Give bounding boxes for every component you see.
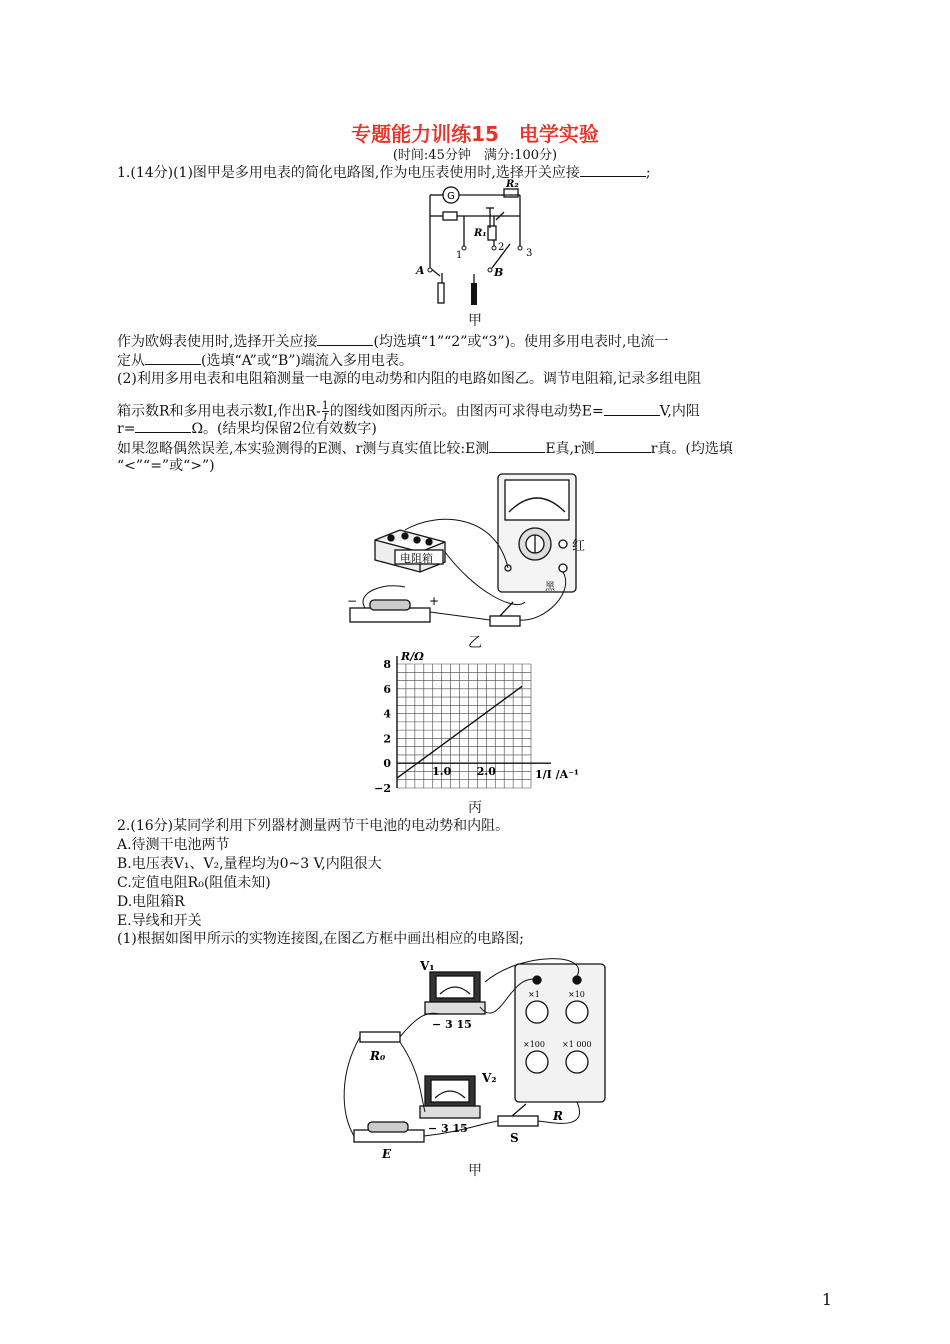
page-title: 专题能力训练15 电学实验 — [351, 122, 599, 146]
page-subtitle: (时间:45分钟 满分:100分) — [392, 148, 558, 163]
x1-label: ×1 — [528, 990, 540, 999]
resistance-box-label: 电阻箱 — [400, 552, 433, 565]
fraction-1-over-i: $\frac{1}{I}$ — [321, 399, 329, 424]
q1-line3: 定从 (选填“A”或“B”)端流入多用电表。 — [117, 350, 413, 370]
y-tick-label: 6 — [383, 682, 391, 696]
terminal-2-label: 2 — [498, 242, 505, 253]
battery-minus-label: − — [347, 594, 358, 608]
q2-item-a: A.待测干电池两节 — [117, 837, 230, 853]
blank-ohmmeter[interactable] — [317, 331, 373, 346]
r0-label: R₀ — [370, 1049, 386, 1063]
q1-line6: r= Ω。(结果均保留2位有效数字) — [117, 418, 377, 438]
chart-grid — [397, 664, 531, 788]
figure-yi-caption: 乙 — [468, 635, 482, 651]
y-tick-label: 4 — [383, 707, 391, 721]
q2-item-e: E.导线和开关 — [117, 913, 202, 929]
terminal-a-label: A — [416, 264, 425, 277]
q1-line4: (2)利用多用电表和电阻箱测量一电源的电动势和内阻的电路如图乙。调节电阻箱,记录多组电阻 — [117, 371, 702, 387]
q1-line8: “<”“=”或“>”) — [117, 458, 215, 474]
terminal-1-label: 1 — [456, 250, 463, 261]
v2-scale-label: − 3 15 — [428, 1122, 468, 1135]
q2-item-b: B.电压表V₁、V₂,量程均为0~3 V,内阻很大 — [117, 856, 382, 872]
y-tick-label: 8 — [383, 658, 391, 671]
r-label: R — [553, 1109, 563, 1123]
q1-line2: 作为欧姆表使用时,选择开关应接 (均选填“1”“2”或“3”)。使用多用电表时,电流一 — [117, 331, 669, 351]
figure-jia-circuit — [410, 178, 560, 308]
figure-bing-caption: 丙 — [468, 800, 482, 816]
v1-scale-label: − 3 15 — [432, 1018, 472, 1031]
figure-yi-apparatus — [345, 472, 595, 632]
q1-line7: 如果忽略偶然误差,本实验测得的E测、r测与真实值比较:E测 E真,r测 r真。(均选填 — [117, 438, 733, 458]
terminal-3-label: 3 — [526, 248, 533, 259]
black-probe-label: 黑 — [545, 582, 555, 593]
q2-line1: 2.(16分)某同学利用下列器材测量两节干电池的电动势和内阻。 — [117, 818, 510, 834]
blank-r-compare[interactable] — [595, 438, 651, 453]
x-tick-label: 2.0 — [476, 765, 496, 779]
x100-label: ×100 — [523, 1040, 545, 1049]
terminal-b-label: B — [494, 266, 504, 279]
figure-bing-chart — [355, 648, 595, 798]
y-axis-label: R/Ω — [401, 650, 424, 663]
blank-e-compare[interactable] — [489, 438, 545, 453]
blank-current-direction[interactable] — [145, 350, 201, 365]
blank-voltmeter[interactable] — [580, 162, 646, 177]
blank-emf[interactable] — [604, 401, 660, 416]
y-tick-label: 2 — [383, 732, 391, 746]
x-axis-label: 1/I /A⁻¹ — [535, 768, 579, 781]
red-probe-label: 红 — [572, 539, 586, 554]
blank-internal-resistance[interactable] — [135, 418, 191, 433]
y-tick-label: −2 — [374, 782, 391, 795]
q1-line1: 1.(14分)(1)图甲是多用电表的简化电路图,作为电压表使用时,选择开关应接 ; — [117, 162, 651, 182]
x10-label: ×10 — [568, 990, 585, 999]
e-label: E — [382, 1147, 392, 1161]
r2-label: R₂ — [506, 179, 519, 190]
q2-item-c: C.定值电阻R₀(阻值未知) — [117, 875, 271, 891]
figure-q2-caption: 甲 — [468, 1163, 482, 1179]
v1-label: V₁ — [420, 959, 435, 973]
x1000-label: ×1 000 — [562, 1040, 592, 1049]
galvanometer-label: G — [447, 191, 455, 202]
v2-label: V₂ — [482, 1071, 497, 1085]
x-tick-label: 1.0 — [432, 765, 452, 779]
battery-plus-label: + — [429, 594, 440, 608]
y-tick-label: 0 — [383, 757, 391, 771]
q1-line5: 箱示数R和多用电表示数I,作出R- $\frac{1}{I}$ 的图线如图丙所示。由图丙可求得电动势E= V,内阻 — [117, 399, 700, 424]
figure-q2-apparatus — [340, 952, 615, 1162]
r1-label: R₁ — [474, 228, 487, 239]
s-label: S — [510, 1131, 519, 1145]
figure-jia-caption: 甲 — [468, 313, 482, 329]
page-number: 1 — [821, 1290, 832, 1309]
q2-item-d: D.电阻箱R — [117, 894, 185, 910]
q2-question-1: (1)根据如图甲所示的实物连接图,在图乙方框中画出相应的电路图; — [117, 931, 524, 947]
